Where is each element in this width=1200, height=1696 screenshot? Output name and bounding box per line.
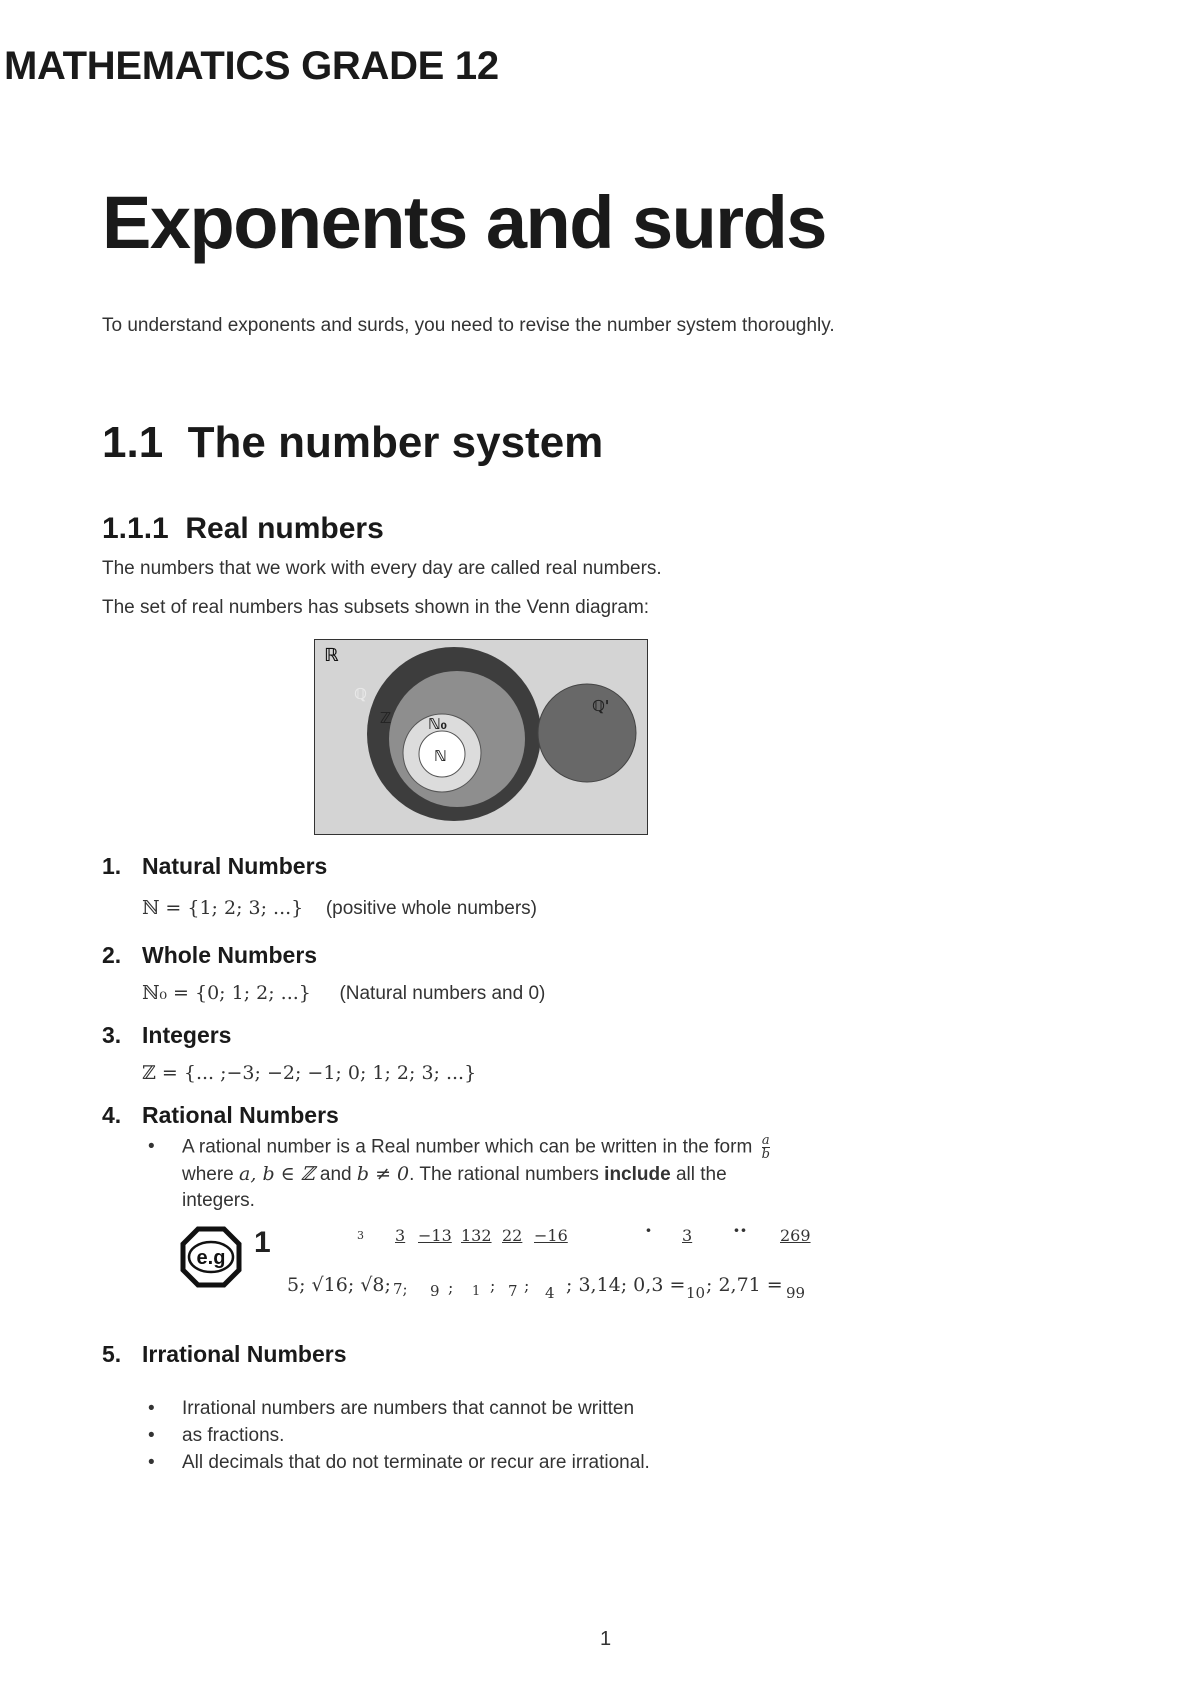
- item-title: Irrational Numbers: [142, 1341, 347, 1367]
- item-rational-numbers: [102, 1102, 339, 1129]
- venn-label-z: ℤ: [380, 709, 392, 727]
- rational-line-1: [182, 1134, 832, 1161]
- bullet-text: as fractions.: [182, 1425, 285, 1446]
- integers-set-line: [142, 1062, 476, 1085]
- venn-label-r: ℝ: [324, 645, 339, 666]
- item-title: Whole Numbers: [142, 942, 318, 968]
- chapter-title: Exponents and surds: [102, 181, 826, 264]
- example-bottom-value: 10: [686, 1284, 706, 1302]
- whole-set: ℕ₀ = {0; 1; 2; ...}: [142, 982, 311, 1004]
- example-bottom-value: ;: [448, 1278, 454, 1297]
- fraction-denominator: b: [761, 1147, 770, 1162]
- venn-diagram: [314, 639, 648, 835]
- page-header: MATHEMATICS GRADE 12: [4, 44, 499, 88]
- venn-label-qprime: ℚ': [592, 697, 610, 715]
- text-include: include: [604, 1164, 671, 1185]
- irrational-bullet: [148, 1396, 635, 1422]
- integers-set: ℤ = {... ;−3; −2; −1; 0; 1; 2; 3; ...}: [142, 1062, 477, 1084]
- venn-label-q: ℚ: [354, 685, 367, 703]
- bullet-dot: •: [148, 1136, 155, 1157]
- subsection-title: 1.1.1 Real numbers: [102, 512, 384, 545]
- item-title: Rational Numbers: [142, 1102, 339, 1128]
- example-badge-icon: [180, 1226, 242, 1288]
- bullet-dot: •: [148, 1398, 155, 1419]
- example-bottom-value: 99: [786, 1284, 806, 1302]
- membership-expression: a, b ∈ ℤ: [239, 1163, 315, 1185]
- intro-paragraph: To understand exponents and surds, you need to revise the number system thoroughly.: [102, 315, 835, 336]
- irrational-bullet: [148, 1450, 650, 1476]
- example-bottom-value: 5; √16; √8;: [287, 1274, 391, 1296]
- text-and: and: [314, 1164, 357, 1185]
- text-rational-numbers: . The rational numbers: [409, 1164, 605, 1185]
- example-bottom-value: 1: [472, 1284, 481, 1299]
- bullet-text: All decimals that do not terminate or recur are irrational.: [182, 1452, 650, 1473]
- item-whole-numbers: [102, 942, 317, 969]
- item-number: 3.: [102, 1022, 122, 1048]
- example-bottom-value: 9: [430, 1282, 440, 1300]
- page-number: 1: [600, 1628, 612, 1650]
- bullet-dot: •: [148, 1452, 155, 1473]
- example-top-value: 269: [780, 1226, 811, 1245]
- example-top-value: 3: [395, 1226, 406, 1245]
- example-top-value: 3: [682, 1226, 693, 1245]
- irrational-bullet: [148, 1423, 285, 1449]
- example-top-value: −13: [418, 1226, 452, 1245]
- bullet-text: Irrational numbers are numbers that cannot be written: [182, 1398, 635, 1419]
- nonzero-condition: b ≠ 0: [356, 1163, 410, 1185]
- example-bottom-value: ; 2,71 =: [706, 1274, 783, 1296]
- item-irrational-numbers: [102, 1341, 347, 1368]
- rational-line-2: [182, 1161, 832, 1188]
- natural-note: (positive whole numbers): [325, 898, 538, 919]
- example-bottom-value: ; 3,14; 0,3 =: [566, 1274, 686, 1296]
- rational-line-3: integers.: [182, 1190, 255, 1211]
- item-number: 4.: [102, 1102, 122, 1128]
- recurring-dot: ·: [645, 1218, 652, 1242]
- example-bottom-value: ;: [524, 1276, 530, 1295]
- real-numbers-definition: The numbers that we work with every day are called real numbers.: [102, 558, 662, 579]
- example-top-value: 22: [502, 1226, 523, 1245]
- venn-intro: The set of real numbers has subsets shown in the Venn diagram:: [102, 597, 650, 618]
- example-top-value: 3: [357, 1229, 364, 1242]
- whole-set-line: [142, 982, 545, 1005]
- venn-label-n0: ℕ₀: [428, 715, 448, 733]
- example-bottom-value: 7;: [393, 1280, 408, 1298]
- rational-text: A rational number is a Real number which can be written in the form: [182, 1136, 753, 1158]
- natural-set-line: [142, 897, 537, 920]
- example-bottom-value: ;: [490, 1276, 496, 1295]
- fraction-a-over-b: [762, 1134, 770, 1161]
- example-bottom-value: 7: [508, 1282, 518, 1300]
- whole-note: (Natural numbers and 0): [339, 983, 546, 1004]
- item-title: Integers: [142, 1022, 232, 1048]
- item-title: Natural Numbers: [142, 853, 328, 879]
- recurring-dots: ··: [733, 1218, 747, 1242]
- fraction-numerator: a: [761, 1133, 770, 1148]
- item-integers: [102, 1022, 231, 1049]
- text-where: where: [182, 1164, 240, 1185]
- bullet-dot: •: [148, 1425, 155, 1446]
- example-top-value: −16: [534, 1226, 568, 1245]
- section-title: 1.1 The number system: [102, 418, 604, 467]
- rational-bullet: [148, 1133, 832, 1214]
- natural-set: ℕ = {1; 2; 3; ...}: [142, 897, 304, 919]
- item-number: 2.: [102, 942, 122, 968]
- item-number: 5.: [102, 1341, 122, 1367]
- example-bottom-value: 4: [545, 1284, 555, 1302]
- example-badge-label: e.g: [196, 1247, 226, 1269]
- venn-irrational-circle: [538, 684, 636, 782]
- item-number: 1.: [102, 853, 122, 879]
- text-all-the: all the: [670, 1164, 727, 1185]
- item-natural-numbers: [102, 853, 327, 880]
- example-number: 1: [254, 1226, 271, 1259]
- example-top-value: 132: [461, 1226, 492, 1245]
- venn-label-n: ℕ: [434, 747, 447, 765]
